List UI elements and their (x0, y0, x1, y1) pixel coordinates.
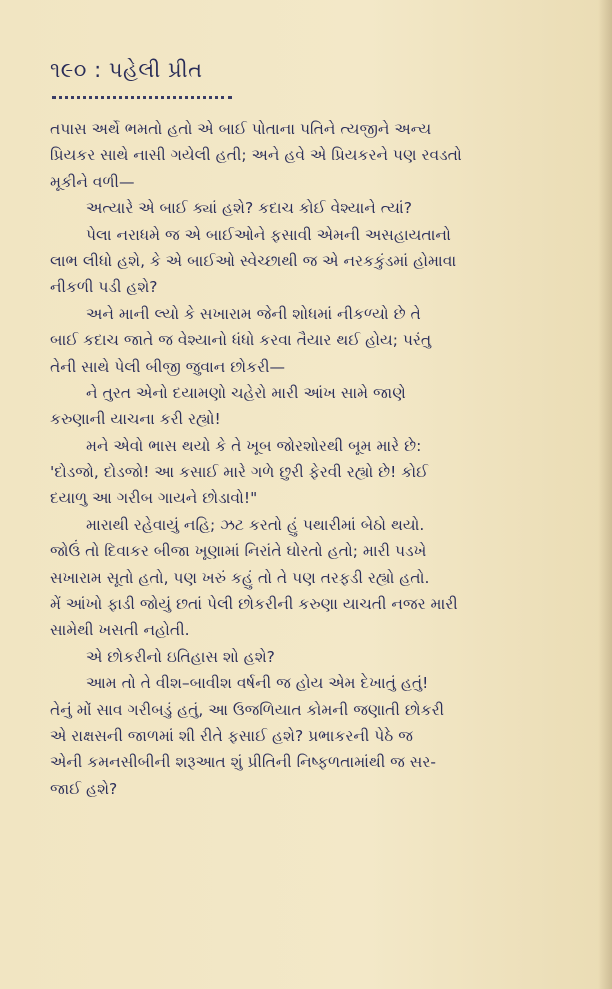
text-line: બાઈ કદાચ જાતે જ વેશ્યાનો ધંધો કરવા તૈયાર થઈ હોય; પરંતુ (50, 331, 432, 350)
text-line: દયાળુ આ ગરીબ ગાયને છોડાવો!" (50, 489, 258, 508)
text-line: સામેથી ખસતી નહોતી. (50, 621, 190, 640)
text-line: મેં આંખો ફાડી જોયું છતાં પેલી છોકરીની કરુણા યાચતી નજર મારી (50, 595, 458, 614)
header-dotted-rule (52, 92, 232, 99)
text-line: લાભ લીધો હશે, કે એ બાઈઓ સ્વેચ્છાથી જ એ નરકકુંડમાં હોમાવા (50, 251, 457, 270)
text-line: કરુણાની યાચના કરી રહ્યો! (50, 410, 221, 429)
page-number: ૧૯૦ (50, 58, 87, 82)
text-line: મને એવો ભાસ થયો કે તે ખૂબ જોરશોરથી બૂમ મારે છે: (86, 436, 422, 455)
text-line: અત્યારે એ બાઈ ક્યાં હશે? કદાચ કોઈ વેશ્યાને ત્યાં? (86, 199, 412, 218)
text-line: જાઈ હશે? (50, 779, 118, 798)
text-line: તેની સાથે પેલી બીજી જુવાન છોકરી— (50, 357, 286, 376)
running-header (50, 58, 203, 83)
text-line: ને તુરત એનો દયામણો ચહેરો મારી આંખ સામે જાણે (86, 383, 406, 402)
text-line: આમ તો તે વીશ–બાવીશ વર્ષની જ હોય એમ દેખાતું હતું! (86, 674, 429, 693)
text-line: નીકળી પડી હશે? (50, 278, 158, 297)
text-line: એ રાક્ષસની જાળમાં શી રીતે ફસાઈ હશે? પ્રભાકરની પેઠે જ (50, 726, 413, 745)
text-line: તેનું મોં સાવ ગરીબડું હતું, આ ઉજળિયાત કોમની જણાતી છોકરી (50, 700, 445, 719)
text-line: અને માની લ્યો કે સખારામ જેની શોધમાં નીકળ્યો છે તે (86, 304, 421, 323)
text-line: એ છોકરીનો ઇતિહાસ શો હશે? (86, 647, 275, 666)
text-line: જોઉં તો દિવાકર બીજા ખૂણામાં નિરાંતે ઘોરતો હતો; મારી પડખે (50, 542, 427, 561)
text-line: મારાથી રહેવાયું નહિ; ઝટ કરતો હું પથારીમાં બેઠો થયો. (86, 515, 425, 534)
text-line: પેલા નરાધમે જ એ બાઈઓને ફસાવી એમની અસહાયતાનો (86, 225, 451, 244)
text-line: એની કમનસીબીની શરૂઆત શું પ્રીતિની નિષ્ફળતામાંથી જ સર- (50, 753, 436, 772)
text-line: સખારામ સૂતો હતો, પણ ખરું કહું તો તે પણ તરફડી રહ્યો હતો. (50, 568, 430, 587)
page-edge-shadow (598, 0, 612, 989)
header-separator: : (94, 58, 102, 82)
book-title: પહેલી પ્રીત (108, 58, 203, 82)
body-text (50, 116, 568, 802)
text-line: 'દોડજો, દોડજો! આ કસાઈ મારે ગળે છુરી ફેરવી રહ્યો છે! કોઈ (50, 463, 429, 482)
text-line: મૂકીને વળી— (50, 172, 135, 191)
text-line: પ્રિયકર સાથે નાસી ગયેલી હતી; અને હવે એ પ્રિયકરને પણ રવડતો (50, 146, 462, 165)
text-line: તપાસ અર્થે ભમતો હતો એ બાઈ પોતાના પતિને ત્યજીને અન્ય (50, 120, 432, 138)
